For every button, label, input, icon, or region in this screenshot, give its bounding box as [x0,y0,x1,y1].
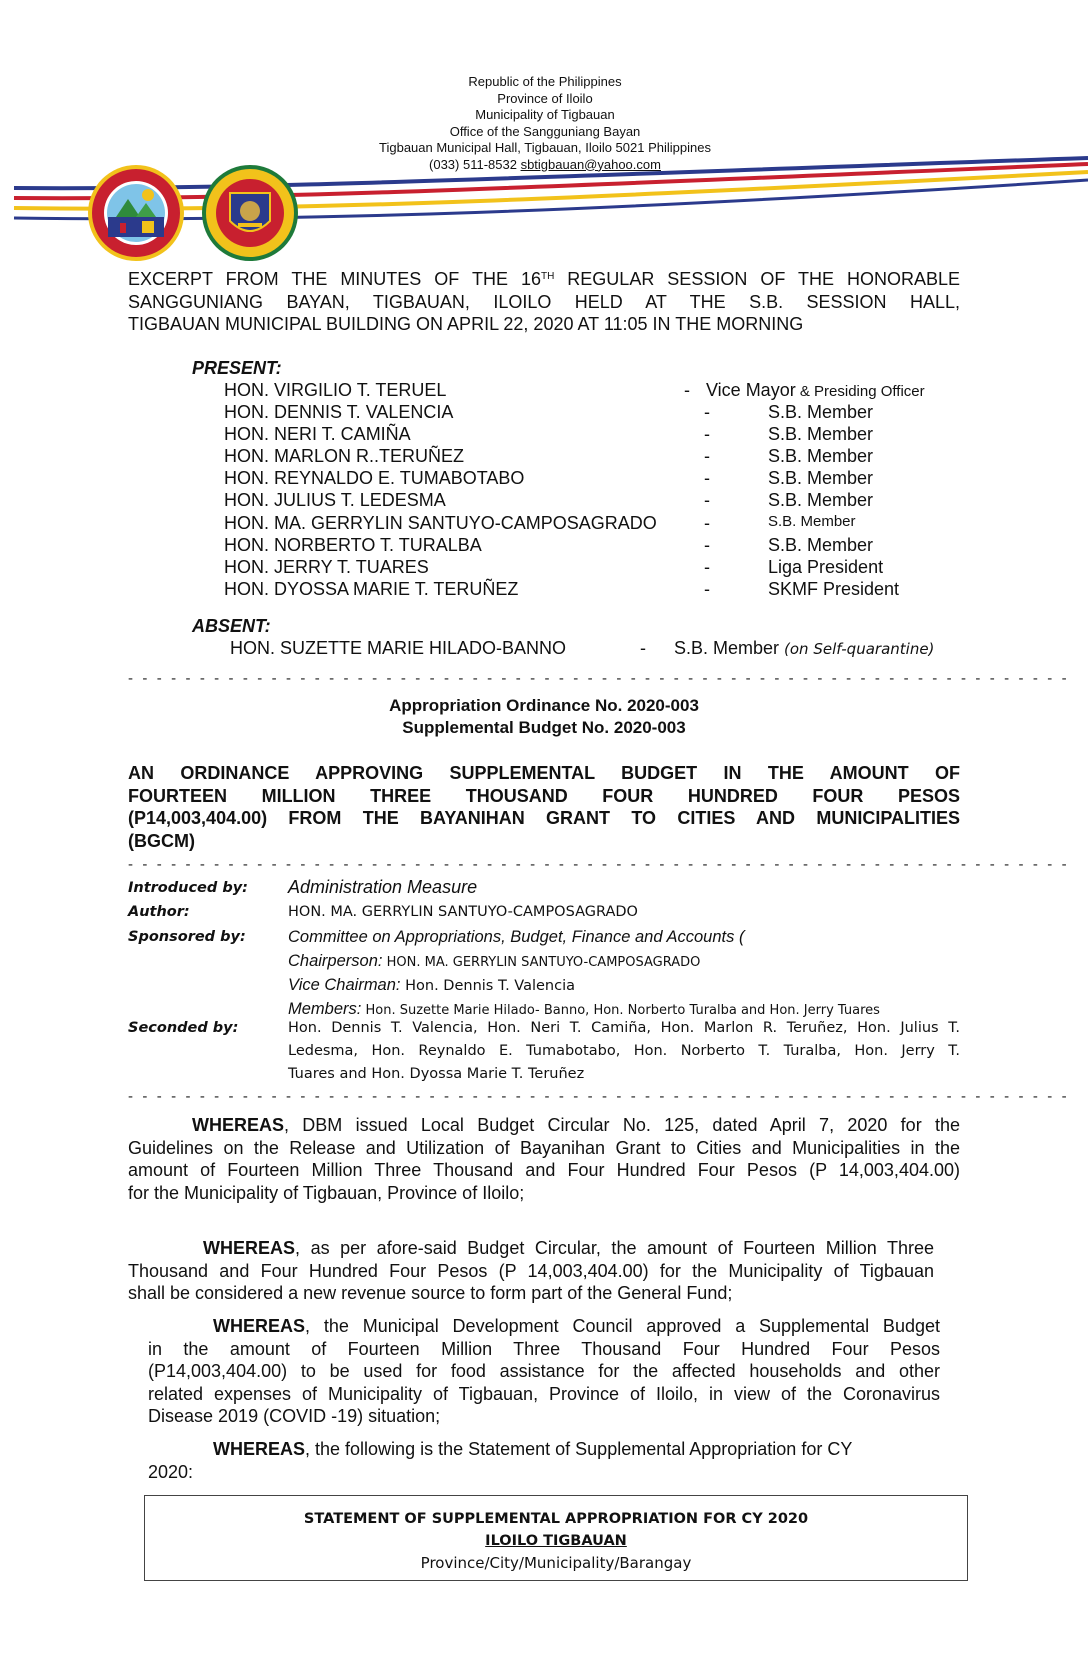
attendee-name: HON. DYOSSA MARIE T. TERUÑEZ [224,579,519,599]
statement-title: STATEMENT OF SUPPLEMENTAL APPROPRIATION FOR CY 2020 [303,1511,809,1527]
para-line [148,1315,940,1338]
members-label: Members: [288,1000,362,1018]
excerpt-line: SANGGUNIANG BAYAN, TIGBAUAN, ILOILO HELD AT THE S.B. SESSION HALL, [128,291,960,312]
absent-note: (on Self-quarantine) [784,640,935,658]
attendee-position: S.B. Member [768,490,874,510]
para-line: for the Municipality of Tigbauan, Province of Iloilo; [128,1182,525,1203]
excerpt-text: EXCERPT FROM THE MINUTES OF THE 16 [128,269,541,289]
introduced-label: Introduced by: [128,880,248,896]
whereas-paragraph [128,1237,934,1305]
seconded-label: Seconded by: [128,1020,239,1036]
position-text: Vice Mayor [706,380,796,400]
attendee-position: S.B. Member [768,468,874,488]
para-line: Guidelines on the Release and Utilization of Bayanihan Grant to Cities and Municipalities in the [128,1137,960,1158]
attendee-position: Liga President [768,557,884,577]
attendee-name: HON. DENNIS T. VALENCIA [224,402,454,422]
ordinance-title-line: AN ORDINANCE APPROVING SUPPLEMENTAL BUDGET IN THE AMOUNT OF [128,763,960,783]
attendee-dash: - [704,557,710,577]
attendee-row [224,490,984,512]
attendee-position: S.B. Member [768,402,874,422]
whereas-paragraph [148,1438,908,1483]
vice-chairman-line [288,974,960,998]
ordinance-number: Appropriation Ordinance No. 2020-003 [389,696,699,715]
attendee-row [224,535,984,557]
letterhead-line: Office of the Sangguniang Bayan [449,123,641,139]
para-line [128,1237,934,1260]
absent-label: ABSENT: [192,616,271,636]
present-label: PRESENT: [192,358,282,378]
para-line: Disease 2019 (COVID -19) situation; [148,1406,441,1426]
attendee-row [224,402,984,424]
municipality-seal-logo [86,163,186,263]
sponsored-committee [288,926,960,950]
attendee-name: HON. MA. GERRYLIN SANTUYO-CAMPOSAGRADO [224,513,657,533]
introduced-text: Administration Measure [288,877,478,897]
attendee-dash: - [704,513,710,533]
attendee-row [224,380,984,402]
position-subtext: & Presiding Officer [795,383,925,400]
attendee-name: HON. JULIUS T. LEDESMA [224,490,446,510]
attendee-row [224,579,984,601]
attendee-position: SKMF President [768,579,900,599]
whereas-keyword: WHEREAS [213,1439,306,1459]
letterhead-contact [320,157,770,174]
letterhead [320,74,770,173]
introduced-value [288,876,960,901]
author-label: Author: [128,904,190,920]
para-line: 2020: [148,1461,194,1482]
para-text: , the following is the Statement of Supplemental Appropriation for CY [305,1439,853,1459]
seconded-value [288,1017,960,1086]
para-text: , the Municipal Development Council approved a Supplemental Budget [305,1316,940,1336]
separator-line: - - - - - - - - - - - - - - - - - - - - - - - - - - - - - - - - - - - - - - - - - - - - - - - - - - - - - - - - - - - - - - - - - - [128,670,1070,687]
statement-lgu: ILOILO TIGBAUAN [485,1533,627,1549]
attendee-dash: - [704,468,710,488]
ordinance-title-line: FOURTEEN MILLION THREE THOUSAND FOUR HUNDRED FOUR PESOS [128,785,960,806]
seconded-line: Hon. Dennis T. Valencia, Hon. Neri T. Camiña, Hon. Marlon R. Teruñez, Hon. Julius T. [288,1020,960,1036]
attendee-dash: - [704,579,710,599]
separator-line: - - - - - - - - - - - - - - - - - - - - - - - - - - - - - - - - - - - - - - - - - - - - - - - - - - - - - - - - - - - - - - - - - - [128,1088,1070,1105]
ordinance-title-line: (BGCM) [128,830,195,851]
excerpt-line [128,268,960,291]
attendee-name: HON. REYNALDO E. TUMABOTABO [224,468,525,488]
attendee-row [224,557,984,579]
attendee-name: HON. JERRY T. TUARES [224,557,429,577]
para-line: in the amount of Fourteen Million Three Thousand Four Hundred Four Pesos [148,1338,940,1359]
whereas-keyword: WHEREAS [213,1316,306,1336]
para-line: related expenses of Municipality of Tigbauan, Province of Iloilo, in view of the Coronavirus [148,1383,940,1404]
members-names: Hon. Suzette Marie Hilado- Banno, Hon. Norberto Turalba and Hon. Jerry Tuares [361,1003,880,1018]
para-line: Thousand and Four Hundred Four Pesos (P 14,003,404.00) for the Municipality of Tigbauan [128,1260,934,1281]
seconded-line: Tuares and Hon. Dyossa Marie T. Teruñez [288,1066,585,1082]
attendee-row [224,468,984,490]
whereas-paragraph [148,1315,940,1428]
attendee-dash: - [704,535,710,555]
ordinal-suffix: TH [540,271,555,282]
vice-label: Vice Chairman: [288,976,401,994]
ordinance-title-line: (P14,003,404.00) FROM THE BAYANIHAN GRANT TO CITIES AND MUNICIPALITIES [128,808,960,828]
whereas-keyword: WHEREAS [192,1115,285,1135]
attendee-name: HON. NERI T. CAMIÑA [224,424,411,444]
excerpt-line: TIGBAUAN MUNICIPAL BUILDING ON APRIL 22, 2020 AT 11:05 IN THE MORNING [128,314,804,334]
attendee-row [224,513,984,535]
chair-label: Chairperson: [288,952,383,970]
committee-text: Committee on Appropriations, Budget, Finance and Accounts ( [288,928,745,946]
para-line: shall be considered a new revenue source to form part of the General Fund; [128,1283,733,1303]
phone-number: (033) 511-8532 [429,156,521,172]
sponsored-label: Sponsored by: [128,929,246,945]
chairperson-line [288,950,960,974]
seconded-line: Ledesma, Hon. Reynaldo E. Tumabotabo, Hon. Norberto T. Turalba, Hon. Jerry T. [288,1043,960,1059]
para-line: (P14,003,404.00) to be used for food assistance for the affected households and other [148,1361,940,1381]
para-text: , DBM issued Local Budget Circular No. 125, dated April 7, 2020 for the [284,1115,960,1135]
attendee-name: HON. NORBERTO T. TURALBA [224,535,482,555]
attendee-position: S.B. Member [768,446,874,466]
attendee-position: S.B. Member [768,535,874,555]
statement-box [144,1495,968,1581]
whereas-paragraph [128,1114,960,1204]
absent-position [674,638,934,659]
para-line [148,1438,908,1461]
attendee-row [224,424,984,446]
statement-lgu-caption: Province/City/Municipality/Barangay [420,1554,692,1572]
excerpt-text: REGULAR SESSION OF THE HONORABLE [554,269,960,289]
attendee-dash: - [704,424,710,444]
absent-dash: - [640,638,646,658]
letterhead-line: Province of Iloilo [497,90,593,106]
letterhead-line: Tigbauan Municipal Hall, Tigbauan, Iloilo 5021 Philippines [379,140,711,155]
para-line [128,1114,960,1137]
email-link[interactable]: sbtigbauan@yahoo.com [520,156,661,172]
attendee-dash: - [684,380,690,400]
position-text: S.B. Member [674,638,785,658]
separator-line: - - - - - - - - - - - - - - - - - - - - - - - - - - - - - - - - - - - - - - - - - - - - - - - - - - - - - - - - - - - - - - - - - - [128,856,1070,873]
letterhead-line: Municipality of Tigbauan [475,107,615,122]
attendee-position: S.B. Member [768,424,874,444]
vice-name: Hon. Dennis T. Valencia [400,978,576,994]
chair-name: HON. MA. GERRYLIN SANTUYO-CAMPOSAGRADO [382,955,701,970]
absent-row [230,638,990,660]
attendee-position [706,380,925,401]
author-value: HON. MA. GERRYLIN SANTUYO-CAMPOSAGRADO [288,904,638,920]
letterhead-line: Republic of the Philippines [468,74,622,89]
whereas-keyword: WHEREAS [203,1238,296,1258]
excerpt-heading [128,268,960,336]
absent-name: HON. SUZETTE MARIE HILADO-BANNO [230,638,567,658]
sangguniang-bayan-seal-logo [200,163,300,263]
attendee-position: S.B. Member [768,513,856,530]
attendee-row [224,446,984,468]
attendee-dash: - [704,402,710,422]
attendee-dash: - [704,446,710,466]
attendee-name: HON. VIRGILIO T. TERUEL [224,380,447,400]
sponsored-value [288,926,960,1022]
para-text: , as per afore-said Budget Circular, the amount of Fourteen Million Three [295,1238,934,1258]
ordinance-title [128,762,960,852]
attendee-name: HON. MARLON R..TERUÑEZ [224,446,465,466]
attendee-dash: - [704,490,710,510]
para-line: amount of Fourteen Million Three Thousand and Four Hundred Four Pesos (P 14,003,404.00) [128,1160,960,1180]
budget-number: Supplemental Budget No. 2020-003 [402,718,686,737]
